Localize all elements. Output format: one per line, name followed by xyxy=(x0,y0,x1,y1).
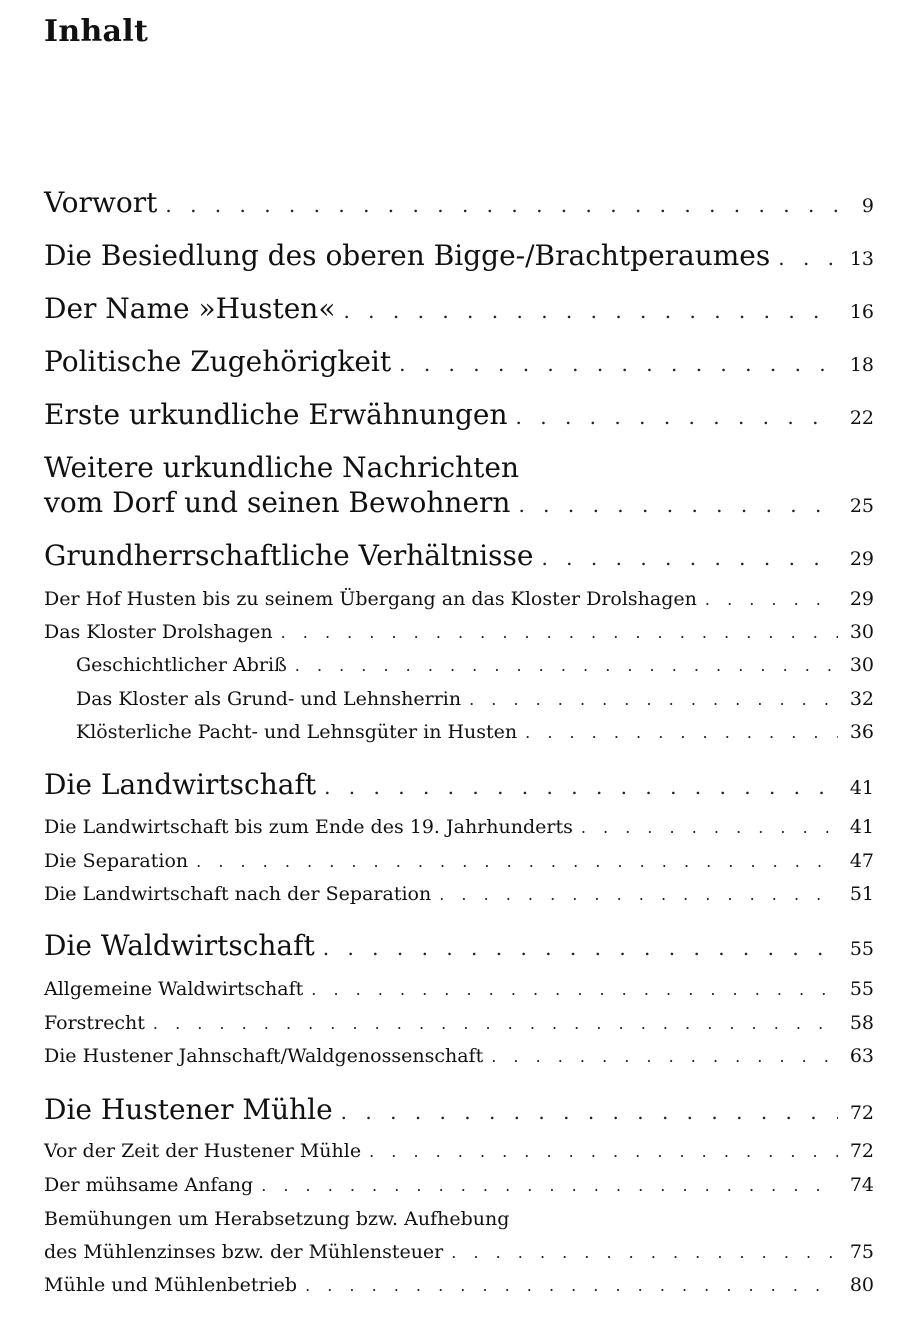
toc-entry-page: 16 xyxy=(849,301,874,323)
toc-entry-page: 80 xyxy=(849,1274,874,1296)
toc-entry-title: Forstrecht xyxy=(44,1012,145,1034)
toc-entry-title: Politische Zugehörigkeit xyxy=(44,345,392,378)
toc-entry-title: Die Separation xyxy=(44,850,189,872)
toc-entry-title: Der Hof Husten bis zu seinem Übergang an das Kloster Drolshagen xyxy=(44,588,697,610)
leader-dots xyxy=(261,1176,838,1195)
toc-entry-page: 36 xyxy=(849,721,874,743)
toc-entry-page: 55 xyxy=(849,938,874,960)
leader-dots xyxy=(341,1100,838,1124)
toc-entry-page: 41 xyxy=(849,777,874,799)
leader-dots xyxy=(324,775,838,799)
toc-entry-page: 55 xyxy=(849,978,874,1000)
toc-entry xyxy=(44,768,874,801)
toc-entry-title: Die Landwirtschaft nach der Separation xyxy=(44,883,432,905)
toc-entry-page: 25 xyxy=(849,495,874,517)
leader-dots xyxy=(705,590,838,609)
toc-entry xyxy=(44,1174,874,1196)
leader-dots xyxy=(343,299,838,323)
toc-entry xyxy=(44,239,874,272)
toc-entry-page: 29 xyxy=(849,548,874,570)
toc-entry-page: 41 xyxy=(849,816,874,838)
toc-entry-title: Grundherrschaftliche Verhältnisse xyxy=(44,539,534,572)
toc-entry xyxy=(44,345,874,378)
leader-dots xyxy=(541,546,838,570)
toc-entry-title: Klösterliche Pacht- und Lehnsgüter in Husten xyxy=(76,721,518,743)
toc-entry xyxy=(76,721,874,743)
toc-entry xyxy=(44,486,874,519)
toc-entry-title: Das Kloster als Grund- und Lehnsherrin xyxy=(76,688,462,710)
toc-entry xyxy=(44,1093,874,1126)
leader-dots xyxy=(525,723,838,742)
toc-entry xyxy=(44,186,874,219)
toc-entry-page: 51 xyxy=(849,883,874,905)
toc-entry-title: Der mühsame Anfang xyxy=(44,1174,254,1196)
toc-entry-page: 22 xyxy=(849,407,874,429)
leader-dots xyxy=(778,246,838,270)
toc-entry-title: Geschichtlicher Abriß xyxy=(76,654,287,676)
toc-entry xyxy=(44,978,874,1000)
leader-dots xyxy=(165,193,838,217)
toc-entry xyxy=(44,539,874,572)
toc-entry xyxy=(44,1274,874,1296)
leader-dots xyxy=(469,690,838,709)
toc-entry-title: Das Kloster Drolshagen xyxy=(44,621,273,643)
toc-entry xyxy=(44,292,874,325)
toc-entry xyxy=(44,1012,874,1034)
leader-dots xyxy=(311,980,838,999)
toc-entry xyxy=(44,816,874,838)
toc-entry xyxy=(44,883,874,905)
toc-entry-page: 32 xyxy=(849,688,874,710)
toc-entry-page: 47 xyxy=(849,850,874,872)
leader-dots xyxy=(451,1243,838,1262)
toc-entry-title: Die Hustener Jahnschaft/Waldgenossenschaft xyxy=(44,1045,484,1067)
leader-dots xyxy=(439,885,838,904)
toc-entry xyxy=(44,621,874,643)
toc-entry-page: 18 xyxy=(849,354,874,376)
toc-entry-title: Mühle und Mühlenbetrieb xyxy=(44,1274,298,1296)
toc-entry xyxy=(44,398,874,431)
toc-entry-page: 30 xyxy=(849,654,874,676)
toc-entry xyxy=(76,654,874,676)
toc-entry xyxy=(44,1045,874,1067)
toc-entry-page: 72 xyxy=(849,1140,874,1162)
toc-entry xyxy=(44,1241,874,1263)
leader-dots xyxy=(516,405,838,429)
toc-entry-title: Die Hustener Mühle xyxy=(44,1093,333,1126)
toc-entry-page: 75 xyxy=(849,1241,874,1263)
toc-entry-title: Die Landwirtschaft bis zum Ende des 19. Jahrhunderts xyxy=(44,816,573,838)
toc-entry-title: Die Besiedlung des oberen Bigge-/Brachtperaumes xyxy=(44,239,771,272)
leader-dots xyxy=(305,1276,838,1295)
toc-entry-title: Allgemeine Waldwirtschaft xyxy=(44,978,304,1000)
toc-entry xyxy=(44,850,874,872)
toc-entry xyxy=(44,588,874,610)
toc-entry-title-line1: Bemühungen um Herabsetzung bzw. Aufhebung xyxy=(44,1208,510,1230)
toc-entry-title: Die Landwirtschaft xyxy=(44,768,317,801)
toc-entry-title: Erste urkundliche Erwähnungen xyxy=(44,398,508,431)
leader-dots xyxy=(323,936,838,960)
page-title: Inhalt xyxy=(44,14,149,49)
toc-entry-title: Vorwort xyxy=(44,186,158,219)
toc-entry-title: Vor der Zeit der Hustener Mühle xyxy=(44,1140,362,1162)
toc-entry xyxy=(76,688,874,710)
leader-dots xyxy=(295,656,838,675)
leader-dots xyxy=(196,852,838,871)
toc-entry-page: 29 xyxy=(849,588,874,610)
toc-entry-title: Die Waldwirtschaft xyxy=(44,929,315,962)
toc-entry-page: 74 xyxy=(849,1174,874,1196)
leader-dots xyxy=(491,1047,838,1066)
toc-entry-page: 9 xyxy=(861,195,874,217)
toc-entry-page: 72 xyxy=(849,1102,874,1124)
leader-dots xyxy=(399,352,838,376)
toc-entry xyxy=(44,929,874,962)
leader-dots xyxy=(518,493,838,517)
toc-entry-page: 63 xyxy=(849,1045,874,1067)
leader-dots xyxy=(581,818,838,837)
leader-dots xyxy=(153,1014,838,1033)
toc-entry-title-line1: Weitere urkundliche Nachrichten xyxy=(44,451,519,484)
toc-entry-page: 58 xyxy=(849,1012,874,1034)
leader-dots xyxy=(369,1142,838,1161)
leader-dots xyxy=(281,623,838,642)
toc-entry-title: Der Name »Husten« xyxy=(44,292,336,325)
toc-entry-title: des Mühlenzinses bzw. der Mühlensteuer xyxy=(44,1241,444,1263)
toc-entry-page: 30 xyxy=(849,621,874,643)
toc-entry xyxy=(44,1140,874,1162)
toc-entry-title: vom Dorf und seinen Bewohnern xyxy=(44,486,511,519)
toc-entry-page: 13 xyxy=(849,248,874,270)
